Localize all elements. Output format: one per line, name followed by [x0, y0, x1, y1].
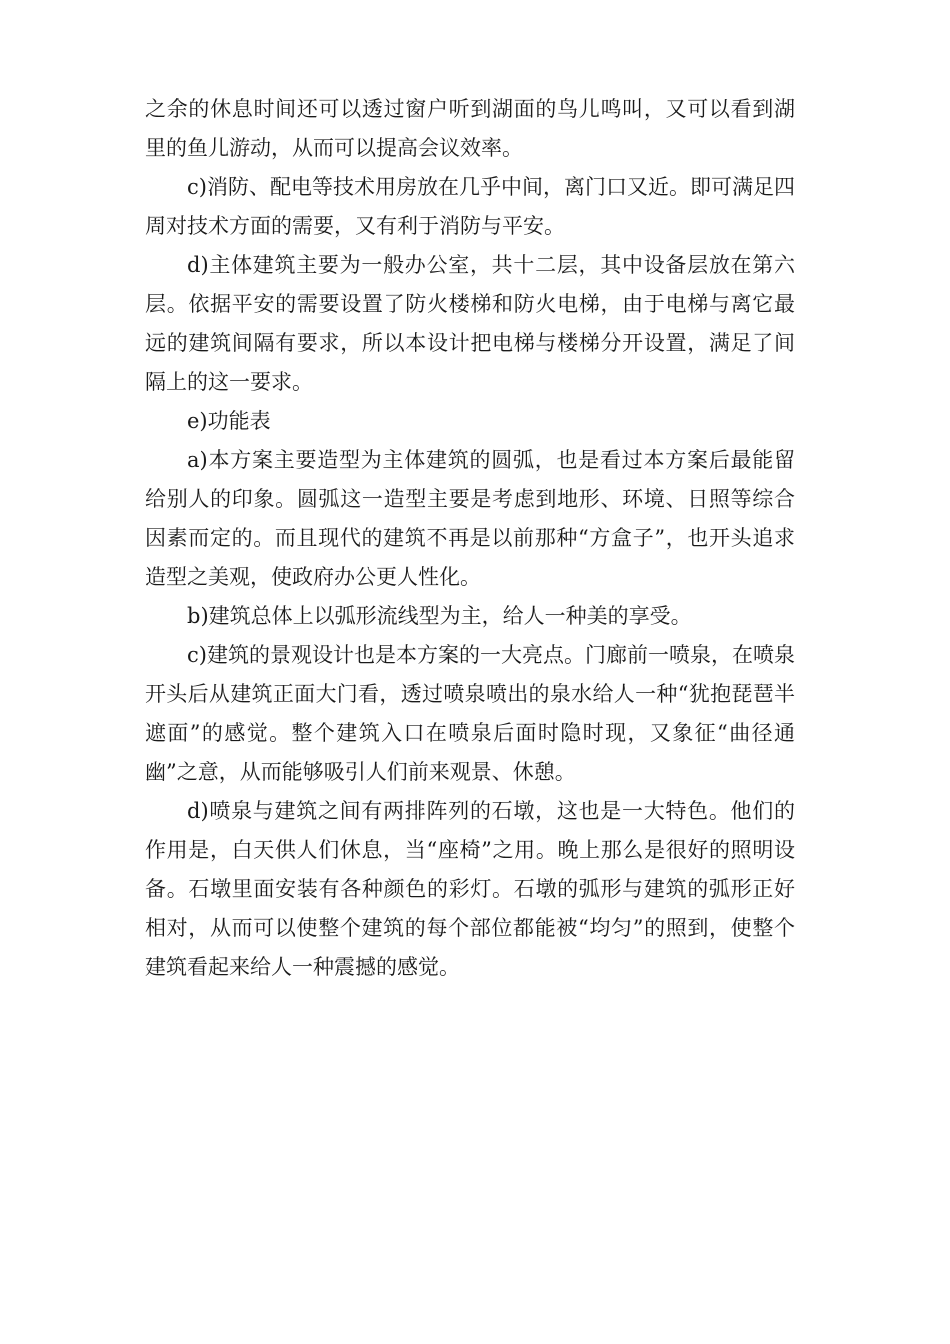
paragraph-6: b)建筑总体上以弧形流线型为主，给人一种美的享受。	[187, 604, 692, 628]
document-page	[145, 90, 795, 987]
paragraph-2: c)消防、配电等技术用房放在几乎中间，离门口又近。即可满足四周对技术方面的需要，又有利于消防与平安。	[145, 175, 795, 238]
paragraph-5: a)本方案主要造型为主体建筑的圆弧，也是看过本方案后最能留给别人的印象。圆弧这一造型主要是考虑到地形、环境、日照等综合因素而定的。而且现代的建筑不再是以前那种“方盒子”，也开头追求造型之美观，使政府办公更人性化。	[145, 448, 795, 589]
paragraph-7: c)建筑的景观设计也是本方案的一大亮点。门廊前一喷泉，在喷泉开头后从建筑正面大门看，透过喷泉喷出的泉水给人一种“犹抱琵琶半遮面”的感觉。整个建筑入口在喷泉后面时隐时现，又象征“曲径通幽”之意，从而能够吸引人们前来观景、休憩。	[145, 643, 795, 784]
paragraph-1: 之余的休息时间还可以透过窗户听到湖面的鸟儿鸣叫，又可以看到湖里的鱼儿游动，从而可以提高会议效率。	[145, 97, 795, 160]
paragraph-8: d)喷泉与建筑之间有两排阵列的石墩，这也是一大特色。他们的作用是，白天供人们休息，当“座椅”之用。晚上那么是很好的照明设备。石墩里面安装有各种颜色的彩灯。石墩的弧形与建筑的弧形正好相对，从而可以使整个建筑的每个部位都能被“均匀”的照到，使整个建筑看起来给人一种震撼的感觉。	[145, 799, 795, 979]
paragraph-3: d)主体建筑主要为一般办公室，共十二层，其中设备层放在第六层。依据平安的需要设置了防火楼梯和防火电梯，由于电梯与离它最远的建筑间隔有要求，所以本设计把电梯与楼梯分开设置，满足了间隔上的这一要求。	[145, 253, 795, 394]
paragraph-4: e)功能表	[187, 409, 271, 433]
